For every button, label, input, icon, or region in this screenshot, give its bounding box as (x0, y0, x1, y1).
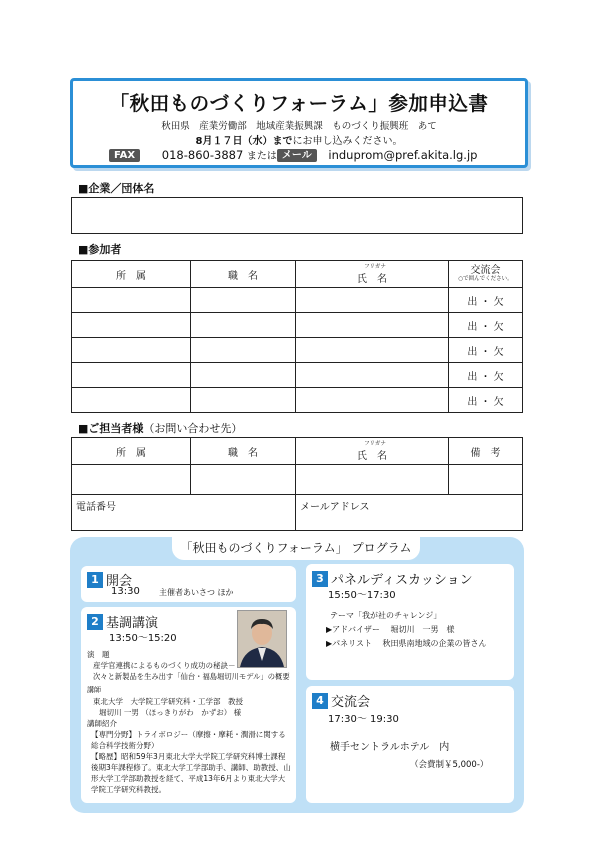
attendance-cell[interactable]: 出 ・ 欠 (449, 338, 523, 363)
participants-section-label: ■参加者 (78, 243, 122, 256)
session-1-card (81, 566, 296, 602)
session-2-title: 基調講演 (106, 616, 159, 631)
header-box (70, 78, 528, 168)
participant-name-cell[interactable] (296, 388, 449, 413)
session-4-venue: 横手セントラルホテル 内 (330, 742, 450, 753)
participant-position-cell[interactable] (191, 363, 296, 388)
contact-position-cell[interactable] (191, 465, 296, 495)
col-name (296, 261, 449, 288)
fax-label: FAX (109, 149, 140, 162)
participant-name-cell[interactable] (296, 288, 449, 313)
theme-line-1: 産学官連携によるものづくり成功の秘訣－ (93, 661, 236, 670)
session-2-number: 2 (87, 614, 103, 630)
contact-table (71, 437, 523, 531)
attendance-cell[interactable]: 出 ・ 欠 (449, 313, 523, 338)
contact-remarks-cell[interactable] (449, 465, 523, 495)
intro-specialty: 【専門分野】トライボロジー（摩擦・摩耗・潤滑に関する総合科学技術分野） (91, 730, 286, 750)
exchange-note: ○で囲んでください。 (458, 276, 513, 282)
mail-label: メール (277, 149, 317, 162)
name-label: 氏 名 (357, 273, 387, 285)
session-4-number: 4 (312, 693, 328, 709)
contact-label-note: （お問い合わせ先） (143, 422, 243, 435)
col-affiliation: 所 属 (72, 438, 191, 465)
name-label: 氏 名 (357, 450, 387, 462)
contact-section-label (78, 420, 242, 436)
participant-position-cell[interactable] (191, 313, 296, 338)
session-1-time: 13:30 (111, 586, 140, 597)
col-affiliation: 所 属 (72, 261, 191, 288)
participant-affiliation-cell[interactable] (72, 288, 191, 313)
col-position: 職 名 (191, 438, 296, 465)
session-4-title: 交流会 (331, 695, 371, 710)
company-section-label: ■企業／団体名 (78, 182, 155, 195)
intro-label: 講師紹介 (87, 719, 117, 728)
deadline-rest: にお申し込みください。 (292, 136, 403, 147)
theme-label: 演 題 (87, 650, 110, 659)
deadline-line (73, 132, 525, 147)
session-2-card (81, 607, 296, 803)
fax-number: 018-860-3887 (161, 148, 244, 162)
session-4-time: 17:30～ 19:30 (328, 714, 399, 725)
phone-cell[interactable] (72, 495, 296, 531)
session-3-panelist: ▶パネリスト 秋田県南地域の企業の皆さん (326, 639, 487, 648)
recipient-line: 秋田県 産業労働部 地域産業振興課 ものづくり振興班 あて (161, 121, 437, 132)
participant-position-cell[interactable] (191, 288, 296, 313)
participants-table (71, 260, 523, 413)
furigana-label: フリガナ (364, 440, 386, 447)
participant-affiliation-cell[interactable] (72, 388, 191, 413)
col-remarks: 備 考 (449, 438, 523, 465)
speaker-photo-image (238, 611, 286, 667)
attendance-cell[interactable]: 出 ・ 欠 (449, 363, 523, 388)
email-cell[interactable] (296, 495, 523, 531)
participant-affiliation-cell[interactable] (72, 363, 191, 388)
session-4-card (306, 686, 514, 803)
session-3-title: パネルディスカッション (331, 573, 473, 588)
session-3-number: 3 (312, 571, 328, 587)
email-address[interactable]: induprom@pref.akita.lg.jp (328, 148, 478, 162)
participant-affiliation-cell[interactable] (72, 338, 191, 363)
participant-name-cell[interactable] (296, 363, 449, 388)
contact-name-cell[interactable] (296, 465, 449, 495)
session-4-fee: （会費制￥5,000-） (410, 760, 489, 770)
phone-label: 電話番号 (76, 502, 116, 513)
attendance-cell[interactable]: 出 ・ 欠 (449, 288, 523, 313)
participant-name-cell[interactable] (296, 313, 449, 338)
session-3-theme: テーマ「我が社のチャレンジ」 (330, 611, 442, 620)
deadline-date: 8月１７日（水）まで (195, 136, 293, 147)
col-position: 職 名 (191, 261, 296, 288)
or-text: または (246, 151, 277, 162)
speaker-affiliation: 東北大学 大学院工学研究科・工学部 教授 (93, 697, 243, 706)
session-1-desc: 主催者あいさつ ほか (159, 588, 234, 597)
participant-affiliation-cell[interactable] (72, 313, 191, 338)
speaker-photo (237, 610, 287, 668)
speaker-block (87, 685, 292, 795)
session-1-number: 1 (87, 572, 103, 588)
participant-position-cell[interactable] (191, 388, 296, 413)
speaker-name: 堀切川 一男 （ほっきりがわ かずお） 様 (99, 708, 242, 717)
participant-name-cell[interactable] (296, 338, 449, 363)
furigana-label: フリガナ (364, 263, 386, 270)
session-2-time: 13:50～15:20 (109, 633, 177, 644)
session-2-details (87, 649, 237, 671)
session-1-title: 開会 (106, 574, 133, 589)
theme-line-2: 次々と新製品を生み出す「仙台・福島堀切川モデル」の概要 (93, 672, 290, 681)
contact-label: ■ご担当者様 (78, 422, 144, 435)
program-title: 「秋田ものづくりフォーラム」 プログラム (172, 536, 420, 560)
email-label: メールアドレス (300, 502, 370, 513)
contact-affiliation-cell[interactable] (72, 465, 191, 495)
exchange-label: 交流会 (470, 265, 501, 276)
form-title: 「秋田ものづくりフォーラム」参加申込書 (109, 92, 489, 115)
col-exchange (449, 261, 523, 288)
company-name-field[interactable] (71, 197, 523, 234)
contact-line (109, 147, 477, 162)
speaker-label: 講師 (87, 686, 101, 694)
attendance-cell[interactable]: 出 ・ 欠 (449, 388, 523, 413)
participant-position-cell[interactable] (191, 338, 296, 363)
session-3-card (306, 564, 514, 680)
col-name (296, 438, 449, 465)
session-3-time: 15:50～17:30 (328, 590, 396, 601)
session-3-adviser: ▶アドバイザー 堀切川 一男 様 (326, 625, 455, 634)
intro-history: 【略歴】昭和59年3月東北大学大学院工学研究科博士課程後期3年課程修了。東北大学工学部助手、講師、助教授、山形大学工学部助教授を経て、平成13年6月より東北大学大学院工学研究科教授。 (91, 752, 291, 794)
